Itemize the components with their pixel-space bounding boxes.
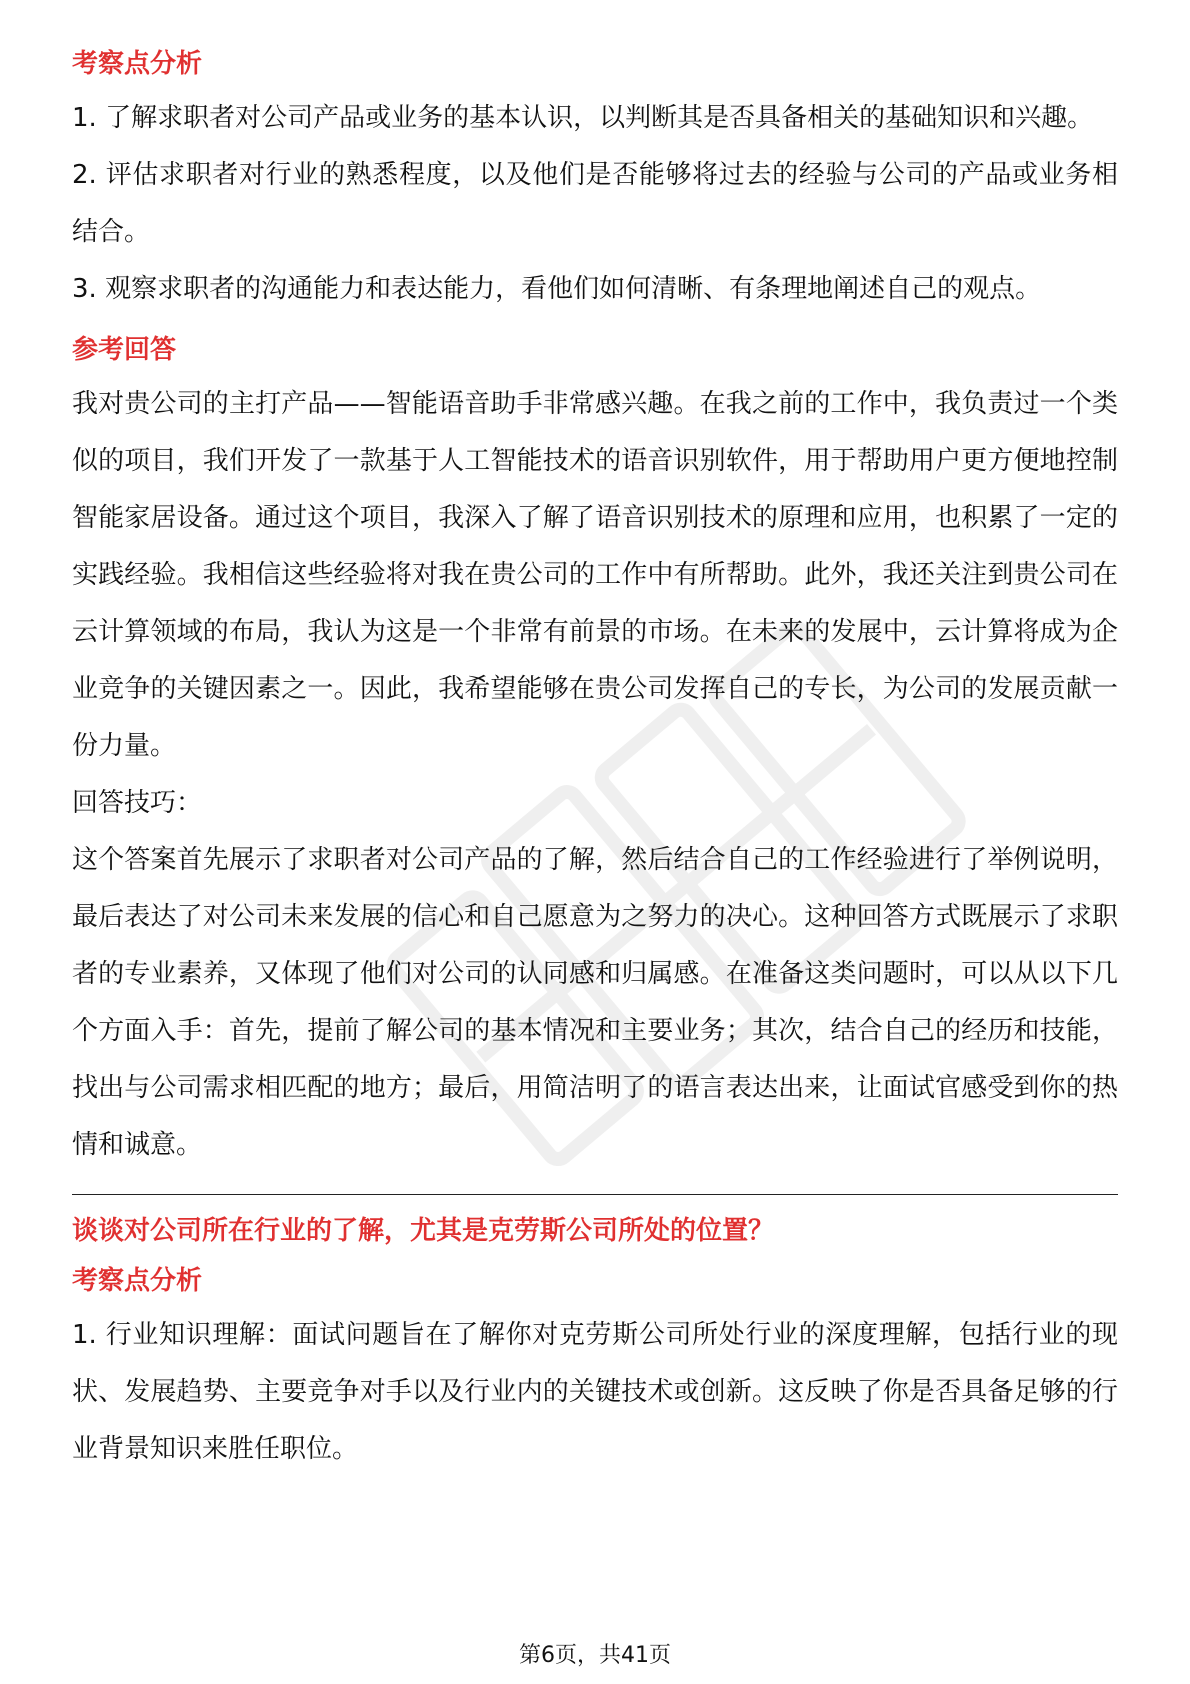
analysis-item-1: 1. 了解求职者对公司产品或业务的基本认识，以判断其是否具备相关的基础知识和兴趣。 — [72, 103, 1094, 133]
analysis-item-2: 2. 评估求职者对行业的熟悉程度，以及他们是否能够将过去的经验与公司的产品或业务相结合。 — [72, 160, 1118, 247]
document-page — [72, 46, 1118, 1478]
page-indicator: 第6页，共41页 — [519, 1643, 671, 1668]
tips-label: 回答技巧： — [72, 788, 203, 818]
question-heading: 谈谈对公司所在行业的了解，尤其是克劳斯公司所处的位置？ — [72, 1216, 775, 1246]
analysis-heading-2: 考察点分析 — [72, 1266, 203, 1296]
answer-heading: 参考回答 — [72, 335, 177, 365]
answer-text: 我对贵公司的主打产品——智能语音助手非常感兴趣。在我之前的工作中，我负责过一个类似的项目，我们开发了一款基于人工智能技术的语音识别软件，用于帮助用户更方便地控制智能家居设备。通过这个项目，我深入了解了语音识别技术的原理和应用，也积累了一定的实践经验。我相信这些经验将对我在贵公司的工作中有所帮助。此外，我还关注到贵公司在云计算领域的布局，我认为这是一个非常有前景的市场。在未来的发展中，云计算将成为企业竞争的关键因素之一。因此，我希望能够在贵公司发挥自己的专长，为公司的发展贡献一份力量。 — [72, 389, 1118, 761]
analysis-heading: 考察点分析 — [72, 49, 203, 79]
tips-text: 这个答案首先展示了求职者对公司产品的了解，然后结合自己的工作经验进行了举例说明，最后表达了对公司未来发展的信心和自己愿意为之努力的决心。这种回答方式既展示了求职者的专业素养，又体现了他们对公司的认同感和归属感。在准备这类问题时，可以从以下几个方面入手：首先，提前了解公司的基本情况和主要业务；其次，结合自己的经历和技能，找出与公司需求相匹配的地方；最后，用简洁明了的语言表达出来，让面试官感受到你的热情和诚意。 — [72, 845, 1118, 1160]
analysis-item-3: 3. 观察求职者的沟通能力和表达能力，看他们如何清晰、有条理地阐述自己的观点。 — [72, 274, 1042, 304]
analysis-item-2-1: 1. 行业知识理解：面试问题旨在了解你对克劳斯公司所处行业的深度理解，包括行业的现状、发展趋势、主要竞争对手以及行业内的关键技术或创新。这反映了你是否具备足够的行业背景知识来胜任职位。 — [72, 1320, 1118, 1464]
section-divider — [72, 1194, 1118, 1195]
